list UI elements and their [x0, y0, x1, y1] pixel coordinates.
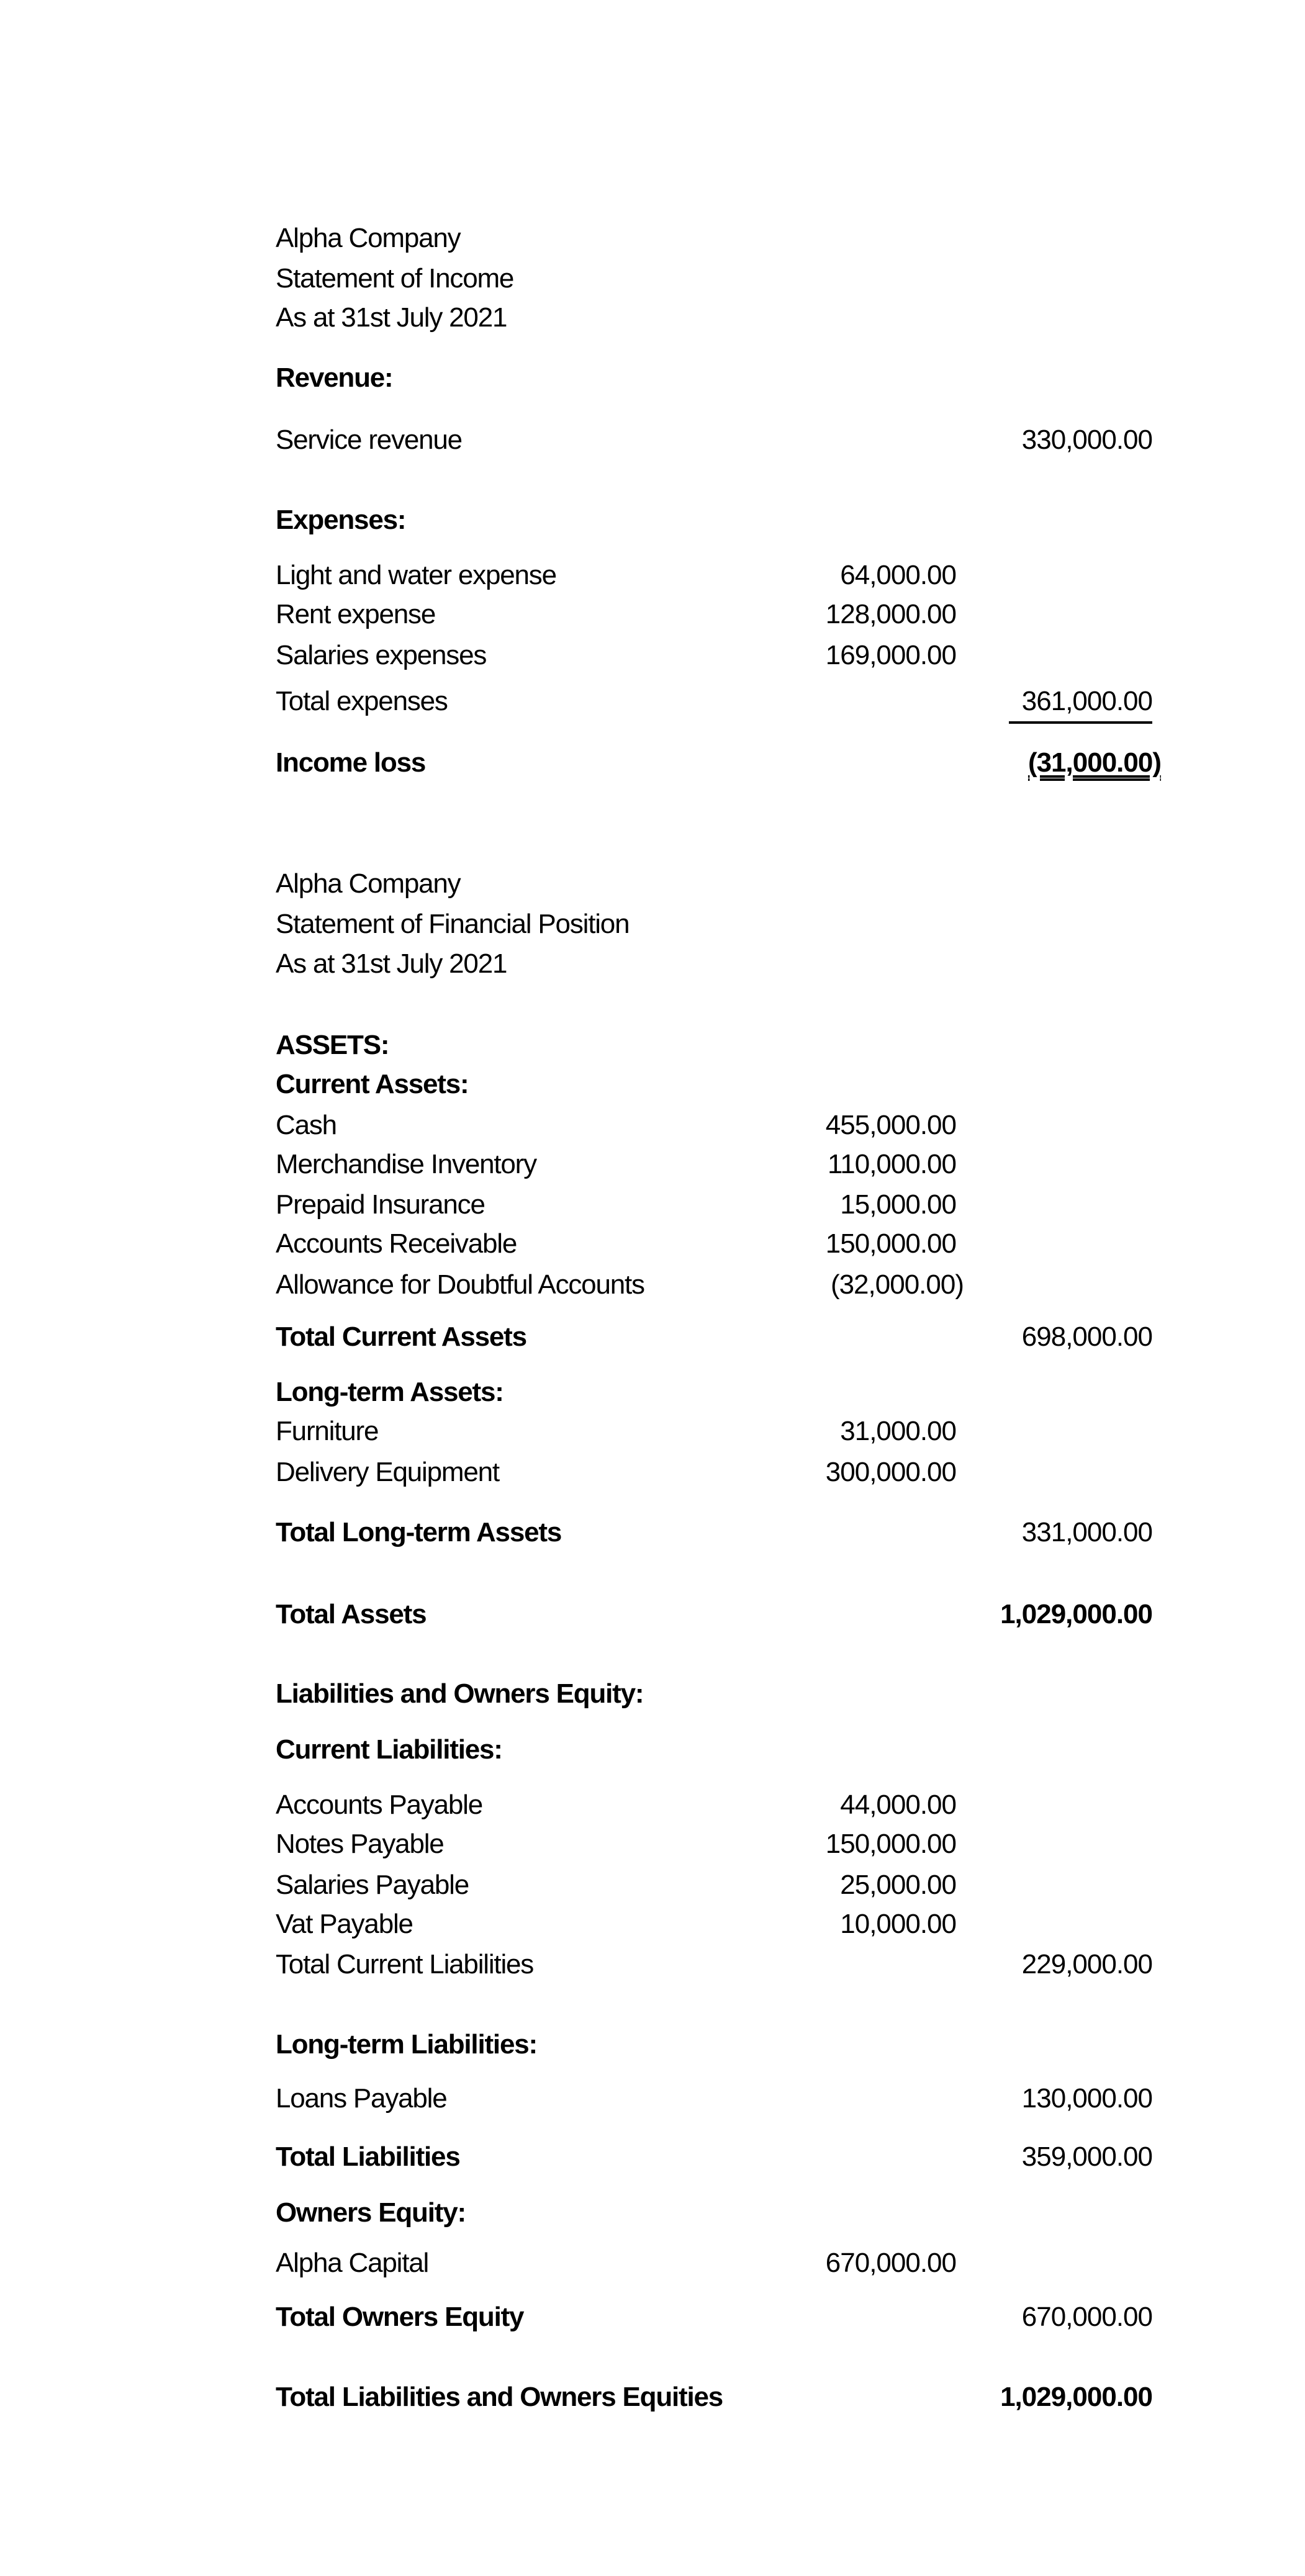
income-statement-date: As at 31st July 2021 — [276, 302, 507, 333]
long-term-liability-row: Loans Payable 130,000.00 — [276, 2083, 1152, 2114]
income-company-name: Alpha Company — [276, 223, 461, 253]
current-asset-row: Merchandise Inventory 110,000.00 — [276, 1149, 956, 1179]
fp-statement-date: As at 31st July 2021 — [276, 948, 507, 979]
owners-equity-row: Alpha Capital 670,000.00 — [276, 2248, 956, 2278]
current-liability-row: Vat Payable 10,000.00 — [276, 1909, 956, 1939]
current-assets-heading: Current Assets: — [276, 1069, 469, 1099]
current-asset-row: Prepaid Insurance 15,000.00 — [276, 1189, 956, 1220]
expenses-heading: Expenses: — [276, 505, 406, 535]
income-statement-title: Statement of Income — [276, 263, 514, 294]
expense-row: Rent expense 128,000.00 — [276, 599, 956, 629]
current-liability-row: Salaries Payable 25,000.00 — [276, 1870, 956, 1900]
long-term-assets-heading: Long-term Assets: — [276, 1377, 503, 1407]
long-term-asset-row: Delivery Equipment 300,000.00 — [276, 1457, 956, 1487]
total-assets-row: Total Assets 1,029,000.00 — [276, 1599, 1152, 1629]
total-expenses-row: Total expenses 361,000.00 — [276, 686, 1152, 716]
current-asset-row: Accounts Receivable 150,000.00 — [276, 1228, 956, 1259]
revenue-heading: Revenue: — [276, 363, 393, 393]
current-asset-row: Allowance for Doubtful Accounts (32,000.00) — [276, 1269, 964, 1300]
liabilities-equity-heading: Liabilities and Owners Equity: — [276, 1678, 644, 1709]
total-current-assets-row: Total Current Assets 698,000.00 — [276, 1322, 1152, 1352]
current-liability-row: Accounts Payable 44,000.00 — [276, 1790, 956, 1820]
fp-statement-title: Statement of Financial Position — [276, 909, 630, 939]
total-liabilities-row: Total Liabilities 359,000.00 — [276, 2141, 1152, 2172]
income-loss-row: Income loss (31,000.00) — [276, 747, 1161, 778]
total-liabilities-equity-row: Total Liabilities and Owners Equities 1,029,000.00 — [276, 2382, 1152, 2412]
long-term-asset-row: Furniture 31,000.00 — [276, 1416, 956, 1446]
expense-row: Salaries expenses 169,000.00 — [276, 640, 956, 670]
total-long-term-assets-row: Total Long-term Assets 331,000.00 — [276, 1517, 1152, 1547]
current-asset-row: Cash 455,000.00 — [276, 1110, 956, 1140]
current-liabilities-heading: Current Liabilities: — [276, 1734, 502, 1765]
owners-equity-heading: Owners Equity: — [276, 2197, 466, 2228]
total-current-liabilities-row: Total Current Liabilities 229,000.00 — [276, 1949, 1152, 1979]
total-owners-equity-row: Total Owners Equity 670,000.00 — [276, 2302, 1152, 2332]
fp-company-name: Alpha Company — [276, 868, 461, 899]
expense-row: Light and water expense 64,000.00 — [276, 560, 956, 590]
assets-heading: ASSETS: — [276, 1030, 389, 1060]
long-term-liabilities-heading: Long-term Liabilities: — [276, 2029, 537, 2060]
revenue-row: Service revenue 330,000.00 — [276, 425, 1152, 455]
current-liability-row: Notes Payable 150,000.00 — [276, 1829, 956, 1859]
total-expenses-underline — [1009, 721, 1152, 724]
